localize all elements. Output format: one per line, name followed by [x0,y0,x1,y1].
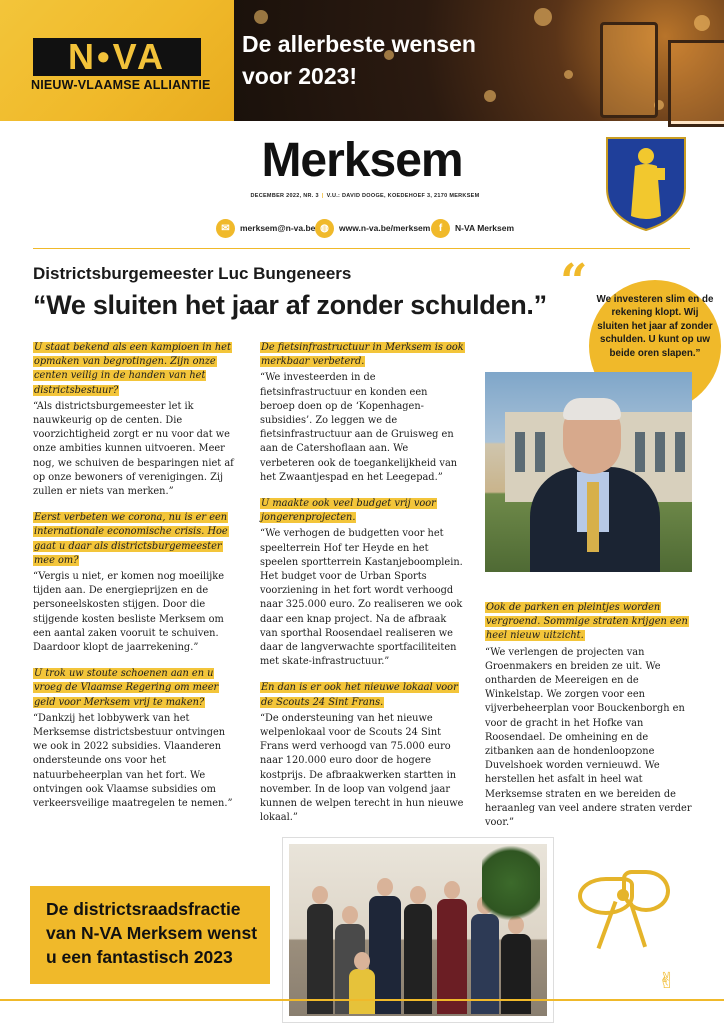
interview-question: De fietsinfrastructuur in Merksem is ook merkbaar verbeterd. [261,342,464,368]
plant-decoration [482,838,540,928]
website-text: www.n-va.be/merksem [339,223,431,233]
divider [33,248,690,249]
issue-line: DECEMBER 2022, NR. 3 | V.U.: DAVID DOOGE, KOEDEHOEF 3, 2170 MERKSEM [250,193,480,199]
interview-answer: “Vergis u niet, er komen nog moeilijke tijden aan. De energieprijzen en de personeelskosten stijgen. Door die stijgende kosten besliste Merksem om een aantal zaken vooruit te schuiven. Daardoor klopt de jaarrekening.” [33,571,225,654]
contact-website[interactable] [315,218,430,238]
interview-answer: “We verhogen de budgetten voor het speelterrein Hof ter Heyde en het speelen sportterrein Kastanjeboomplein. Het budget voor de Urban Sports voorziening in het fort wordt verhoogd naar 325.000 euro. Zo realiseren we ook daar een knap project. Na de afbraak van sporthal Roosendael realiseren we daar de langverwachte sportfaciliteiten met skate-infrastructuur.” [260,528,463,668]
pull-quote: We investeren slim en de rekening klopt. Wij sluiten het jaar af zonder schulden. U kunt op uw beide oren slapen.” [596,294,714,359]
article-headline: “We sluiten het jaar af zonder schulden.” [33,290,547,320]
interview-question: Eerst verbeten we corona, nu is er een internationale economische crisis. Hoe gaat u daar als districtsburgemeester mee om? [34,512,228,566]
footer-divider [0,999,724,1001]
contact-facebook[interactable] [431,218,514,238]
interview-answer: “We verlengen de projecten van Groenmakers en breiden ze uit. We ontharden de Meereigen en de Winkelstap. We zorgen voor een vijverbeheerplan voor Bouckenborgh en voor de gracht in het Hofke van Roosendael. De omheining en de zitbanken aan de hondenloopzone Duvelshoek worden vernieuwd. We herstellen het asfalt in heel wat Merksemse straten en we bereiden de heraanleg van veel andere straten verder voor.” [485,646,692,829]
greeting-line-1: De allerbeste wensen [242,31,476,57]
nva-logo: N•VA [68,36,166,77]
article-column-2 [260,341,465,838]
interview-answer: “Als districtsburgemeester let ik nauwkeurig op de centen. Die voorzichtigheid zorgt er nu voor dat we onze ambities kunnen uitvoeren. Meer nog, we schuiven de besparingen niet af op onze bewoners of verenigingen. Zij zullen er niets van merken.” [33,400,234,498]
interview-question: U maakte ook veel budget vrij voor jongerenprojecten. [261,498,436,524]
interview-answer: “Dankzij het lobbywerk van het Merksemse districtsbestuur ontvingen we ook in 2022 subsidies. Vlaanderen ondersteunde ons voor het natuurbeheerplan van het fort. We ontvingen ook Vlaamse subsidies om verkeersveilige maatregelen te nemen.” [33,712,233,810]
quote-icon: “ [560,254,588,310]
gift-bow-icon [617,889,629,901]
crest-icon [605,136,687,232]
page-title: Merksem [261,134,463,187]
interview-question: U staat bekend als een kampioen in het opmaken van begrotingen. Zijn onze centen veilig in de handen van het districtsbestuur? [34,342,231,396]
interview-answer: “We investeerden in de fietsinfrastructuur en konden een beroep doen op de ‘Kopenhagen-subsidies’. Zo leggen we de fietsinfrastructuur aan de Gruisweg en aan de Catershoflaan aan. We verbeteren ook de toegankelijkheid van het Zwaantjespad en het Leegepad.” [260,372,458,483]
lantern-decoration [668,40,724,127]
interview-question: U trok uw stoute schoenen aan en u vroeg de Vlaamse Regering om meer geld voor Merksem vrij te maken? [34,668,219,708]
facebook-icon: f [431,219,450,238]
portrait-photo [485,372,692,572]
header-greeting [242,28,542,92]
issue-date: DECEMBER 2022, NR. 3 [250,193,319,199]
lantern-decoration [600,22,658,118]
wish-text: De districtsraadsfractie van N-VA Merksem wenst u een fantastisch 2023 [46,899,258,967]
peace-hand-icon: ✌ [657,969,677,994]
email-text: merksem@n-va.be [240,223,316,233]
greeting-line-2: voor 2023! [242,63,358,89]
interview-answer: “De ondersteuning van het nieuwe welpenlokaal voor de Scouts 24 Sint Frans werd verhoogd van 75.000 euro naar 120.000 euro door de hogere kostprijs. De afbraakwerken startten in november. In de loop van volgend jaar kunnen de welpen terecht in hun nieuwe lokaal.” [260,712,464,824]
article-column-1 [33,341,238,823]
interview-question: En dan is er ook het nieuwe lokaal voor de Scouts 24 Sint Frans. [261,682,458,708]
contact-email[interactable] [216,218,315,238]
article-kicker: Districtsburgemeester Luc Bungeneers [33,264,352,283]
publisher-line: V.U.: DAVID DOOGE, KOEDEHOEF 3, 2170 MERKSEM [326,193,480,199]
nva-logo-subtitle: NIEUW-VLAAMSE ALLIANTIE [31,78,211,92]
interview-question: Ook de parken en pleintjes worden vergroend. Sommige straten krijgen een heel nieuw uitzicht. [486,602,688,642]
article-column-3 [485,601,692,842]
facebook-text: N-VA Merksem [455,223,515,233]
globe-icon: ◍ [315,219,334,238]
email-icon: ✉ [216,219,235,238]
